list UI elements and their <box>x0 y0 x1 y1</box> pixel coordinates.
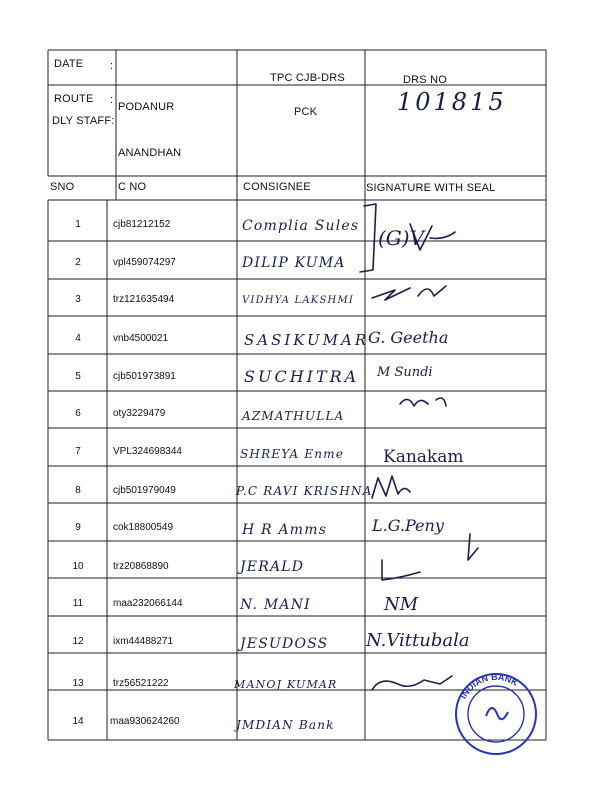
row-consignee: JERALD <box>240 559 305 575</box>
row-signature: Kanakam <box>383 447 464 467</box>
row-consignee: SHREYA Enme <box>240 447 345 461</box>
row-cno: maa930624260 <box>110 716 180 727</box>
row-cno: cjb501973891 <box>113 371 176 382</box>
dly-staff-label: DLY STAFF: <box>52 115 115 127</box>
row-consignee: Complia Sules <box>242 218 360 234</box>
row-sno: 7 <box>75 446 81 457</box>
row-signature: M Sundi <box>377 365 433 380</box>
row-consignee: JMDIAN Bank <box>236 718 335 732</box>
tpc-label: TPC CJB-DRS <box>270 72 345 84</box>
row-cno: cok18800549 <box>113 522 174 533</box>
row-cno: cjb81212152 <box>113 219 171 230</box>
row-cno: cjb501979049 <box>113 485 176 496</box>
signature-row8-scribble <box>372 476 410 498</box>
row-cno: vpl459074297 <box>113 257 176 268</box>
route-code: PCK <box>294 106 318 118</box>
row-consignee: SUCHITRA <box>244 367 360 386</box>
row-sno: 6 <box>75 408 81 419</box>
row-sno: 4 <box>75 333 81 344</box>
row-sno: 8 <box>75 485 81 496</box>
row-consignee: MANOJ KUMAR <box>234 678 338 691</box>
row-signature: L.G.Peny <box>372 516 444 535</box>
col-consignee: CONSIGNEE <box>243 181 311 193</box>
bank-seal-stamp <box>452 670 542 760</box>
row-cno: maa232066144 <box>113 598 183 609</box>
date-label: DATE <box>54 58 84 70</box>
row-cno: trz20868890 <box>113 561 169 572</box>
dly-staff-value: ANANDHAN <box>118 147 182 159</box>
row-signature: G. Geetha <box>368 328 449 347</box>
row-signature: N.Vittubala <box>366 630 470 651</box>
row-sno: 11 <box>72 598 84 609</box>
signature-row13-scribble <box>372 676 452 690</box>
date-colon: : <box>110 60 114 72</box>
row-sno: 13 <box>72 678 84 689</box>
row-sno: 2 <box>75 257 81 268</box>
col-signature: SIGNATURE WITH SEAL <box>366 182 496 194</box>
row-consignee: AZMATHULLA <box>242 409 345 423</box>
row-cno: oty3229479 <box>113 408 166 419</box>
row-consignee: VIDHYA LAKSHMI <box>242 295 355 306</box>
row-sno: 14 <box>72 716 84 727</box>
row-consignee: P.C RAVI KRISHNA <box>236 484 373 498</box>
row-consignee: DILIP KUMA <box>242 255 346 271</box>
row-signature: (G)V <box>378 226 425 250</box>
row-sno: 12 <box>72 636 84 647</box>
signature-row3-scribble <box>372 286 446 300</box>
drs-no-label: DRS NO <box>403 74 447 86</box>
col-cno: C NO <box>118 181 147 193</box>
row-consignee: N. MANI <box>240 597 311 613</box>
row-cno: VPL324698344 <box>113 446 182 457</box>
signature-row10-scribble <box>382 560 420 580</box>
row-sno: 3 <box>75 294 81 305</box>
signature-row2-scribble <box>410 224 455 250</box>
row-cno: vnb4500021 <box>113 333 169 344</box>
route-label: ROUTE <box>54 93 94 105</box>
row-sno: 10 <box>72 561 84 572</box>
row-cno: trz56521222 <box>113 678 169 689</box>
signature-row6-scribble <box>400 398 446 406</box>
row-consignee: SASIKUMAR <box>244 331 370 349</box>
row-cno: ixm44488271 <box>113 636 174 647</box>
drs-number: 101815 <box>397 88 507 116</box>
row-consignee: JESUDOSS <box>240 636 329 652</box>
row-sno: 9 <box>75 522 81 533</box>
row-signature: NM <box>384 594 419 615</box>
row-consignee: H R Amms <box>242 522 328 538</box>
row-cno: trz121635494 <box>113 294 175 305</box>
route-value: PODANUR <box>118 101 175 113</box>
signature-bracket <box>360 204 376 272</box>
route-colon: : <box>110 94 114 106</box>
col-sno: SNO <box>50 181 75 193</box>
row-sno: 5 <box>75 371 81 382</box>
signature-row9-tail <box>468 534 478 560</box>
row-sno: 1 <box>75 219 81 230</box>
svg-text:INDIAN BANK: INDIAN BANK <box>458 671 520 701</box>
